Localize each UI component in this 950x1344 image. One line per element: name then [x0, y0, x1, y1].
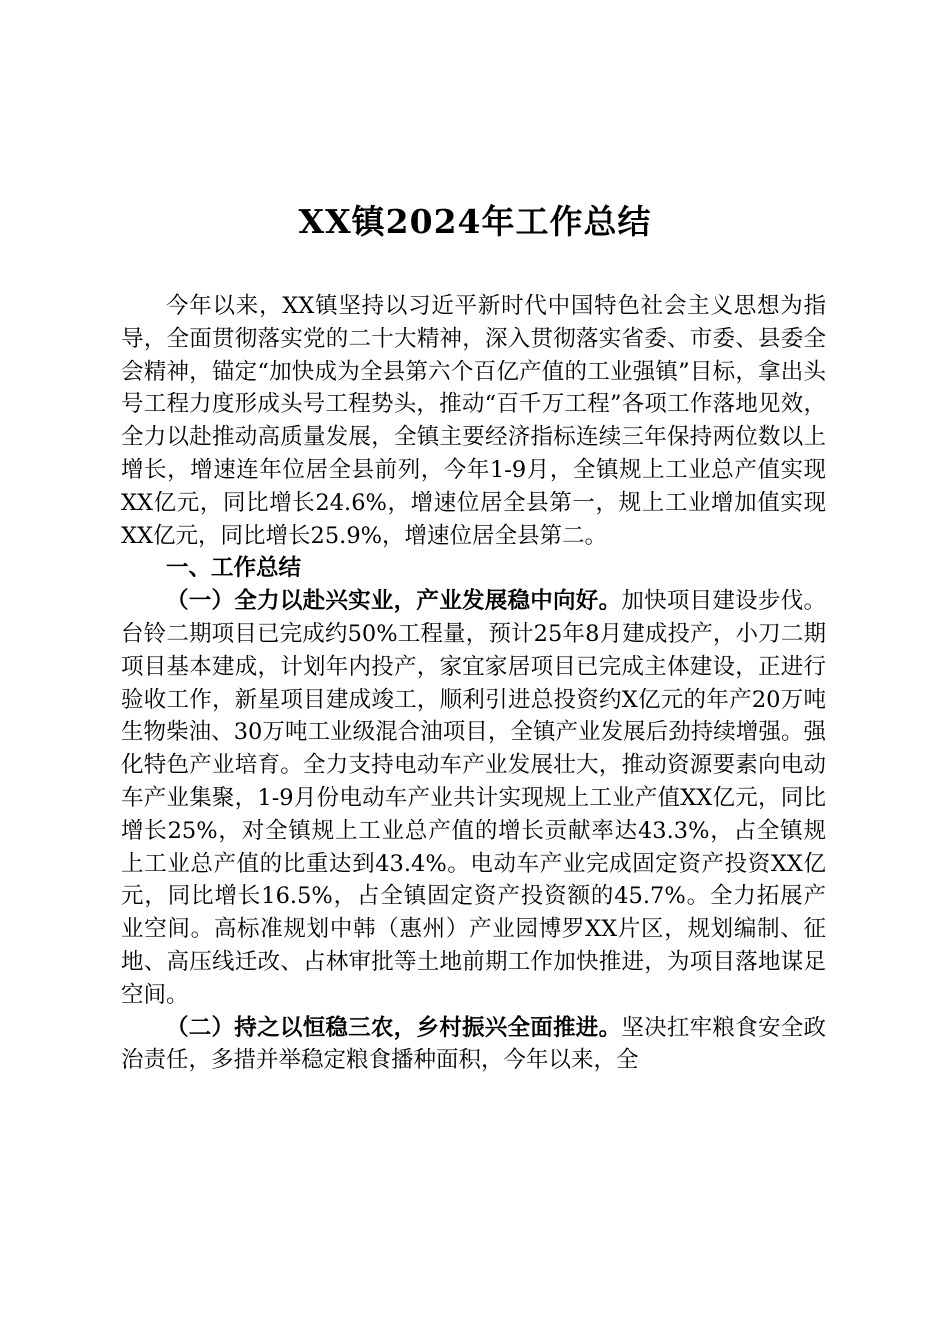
section-heading: 一、工作总结	[166, 555, 302, 582]
intro-paragraph: 今年以来，XX镇坚持以习近平新时代中国特色社会主义思想为指导，全面贯彻落实党的二十大精神，深入贯彻落实省委、市委、县委全会精神，锚定“加快成为全县第六个百亿产值的工业强镇”目标，拿出头号工程力度形成头号工程势头，推动“百千万工程”各项工作落地见效，全力以赴推动高质量发展，全镇主要经济指标连续三年保持两位数以上增长，增速连年位居全县前列，今年1-9月，全镇规上工业总产值实现XX亿元，同比增长24.6%，增速位居全县第一，规上工业增加值实现XX亿元，同比增长25.9%，增速位居全县第二。	[121, 293, 826, 549]
paragraph-industry-lead: （一）全力以赴兴实业，产业发展稳中向好。	[166, 588, 622, 615]
document-body	[121, 290, 826, 1077]
paragraph-industry-body: 加快项目建设步伐。台铃二期项目已完成约50%工程量，预计25年8月建成投产，小刀二期项目基本建成，计划年内投产，家宜家居项目已完成主体建设，正进行验收工作，新星项目建成竣工，顺利引进总投资约X亿元的年产20万吨生物柴油、30万吨工业级混合油项目，全镇产业发展后劲持续增强。强化特色产业培育。全力支持电动车产业发展壮大，推动资源要素向电动车产业集聚，1-9月份电动车产业共计实现规上工业产值XX亿元，同比增长25%，对全镇规上工业总产值的增长贡献率达43.3%，占全镇规上工业总产值的比重达到43.4%。电动车产业完成固定资产投资XX亿元，同比增长16.5%，占全镇固定资产投资额的45.7%。全力拓展产业空间。高标准规划中韩（惠州）产业园博罗XX片区，规划编制、征地、高压线迁改、占林审批等土地前期工作加快推进，为项目落地谋足空间。	[121, 588, 826, 1008]
paragraph-industry	[121, 585, 826, 1011]
document-title: XX镇2024年工作总结	[298, 202, 652, 241]
paragraph-agriculture-body: 坚决扛牢粮食安全政治责任，多措并举稳定粮食播种面积，今年以来，全	[121, 1014, 826, 1074]
paragraph-agriculture	[121, 1012, 826, 1078]
paragraph-agriculture-lead: （二）持之以恒稳三农，乡村振兴全面推进。	[166, 1014, 622, 1041]
